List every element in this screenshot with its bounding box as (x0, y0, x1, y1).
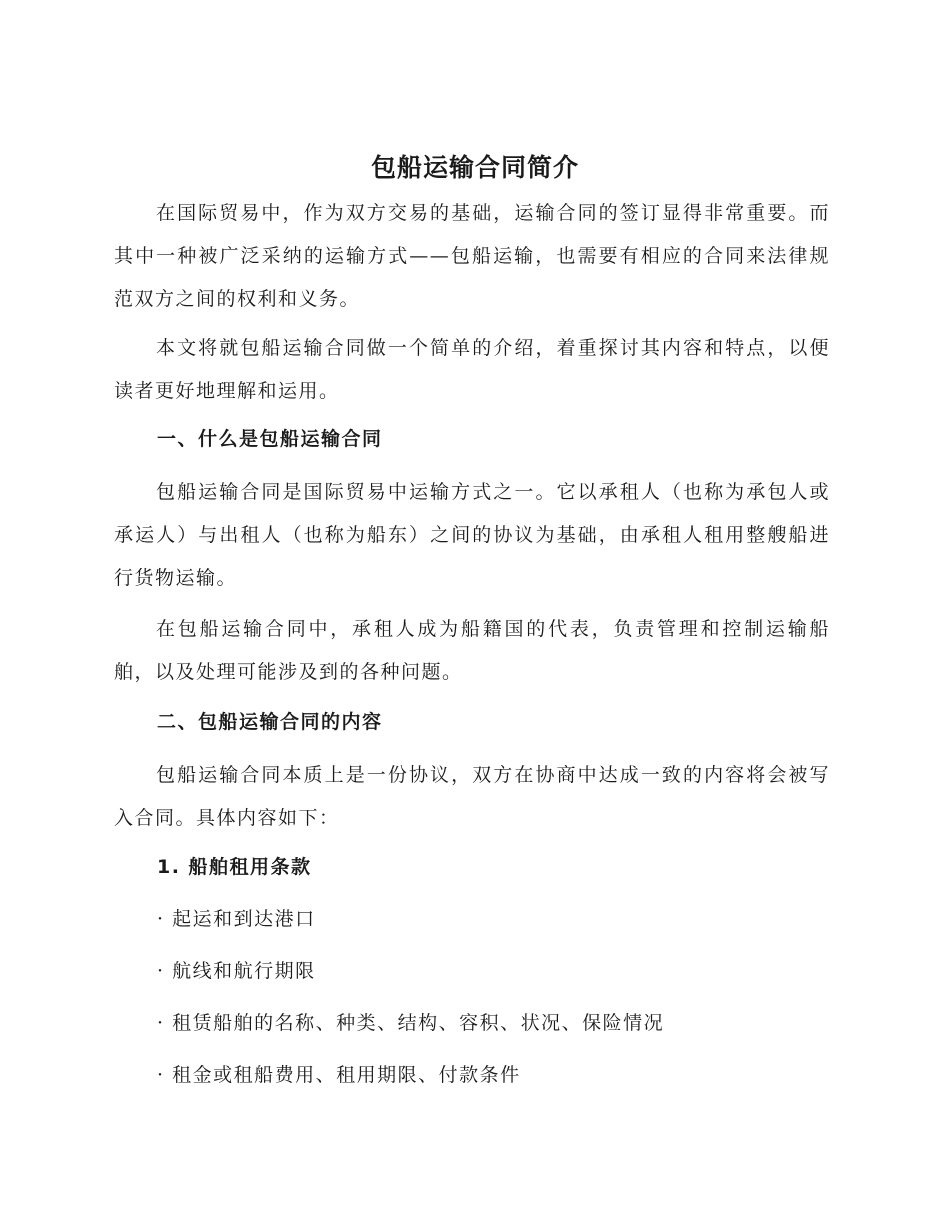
list-item: · 航线和航行期限 (157, 960, 316, 982)
section-2-heading: 二、包船运输合同的内容 (157, 711, 383, 733)
intro-paragraph-2: 本文将就包船运输合同做一个简单的介绍，着重探讨其内容和特点，以便读者更好地理解和运用。 (114, 337, 830, 402)
list-item: · 起运和到达港口 (157, 908, 316, 930)
list-item: · 租赁船舶的名称、种类、结构、容积、状况、保险情况 (157, 1012, 665, 1034)
section-2-paragraph-1: 包船运输合同本质上是一份协议，双方在协商中达成一致的内容将会被写入合同。具体内容如下： (114, 764, 830, 829)
section-1-paragraph-1: 包船运输合同是国际贸易中运输方式之一。它以承租人（也称为承包人或承运人）与出租人（也称为船东）之间的协议为基础，由承租人租用整艘船进行货物运输。 (114, 481, 830, 589)
intro-paragraph-1: 在国际贸易中，作为双方交易的基础，运输合同的签订显得非常重要。而其中一种被广泛采纳的运输方式——包船运输，也需要有相应的合同来法律规范双方之间的权利和义务。 (114, 202, 830, 310)
subsection-1-heading: 1. 船舶租用条款 (157, 856, 312, 878)
section-1-paragraph-2: 在包船运输合同中，承租人成为船籍国的代表，负责管理和控制运输船舶，以及处理可能涉及到的各种问题。 (114, 618, 830, 683)
document-title: 包船运输合同简介 (370, 153, 579, 182)
section-1-heading: 一、什么是包船运输合同 (157, 428, 383, 450)
list-item: · 租金或租船费用、租用期限、付款条件 (157, 1064, 521, 1086)
